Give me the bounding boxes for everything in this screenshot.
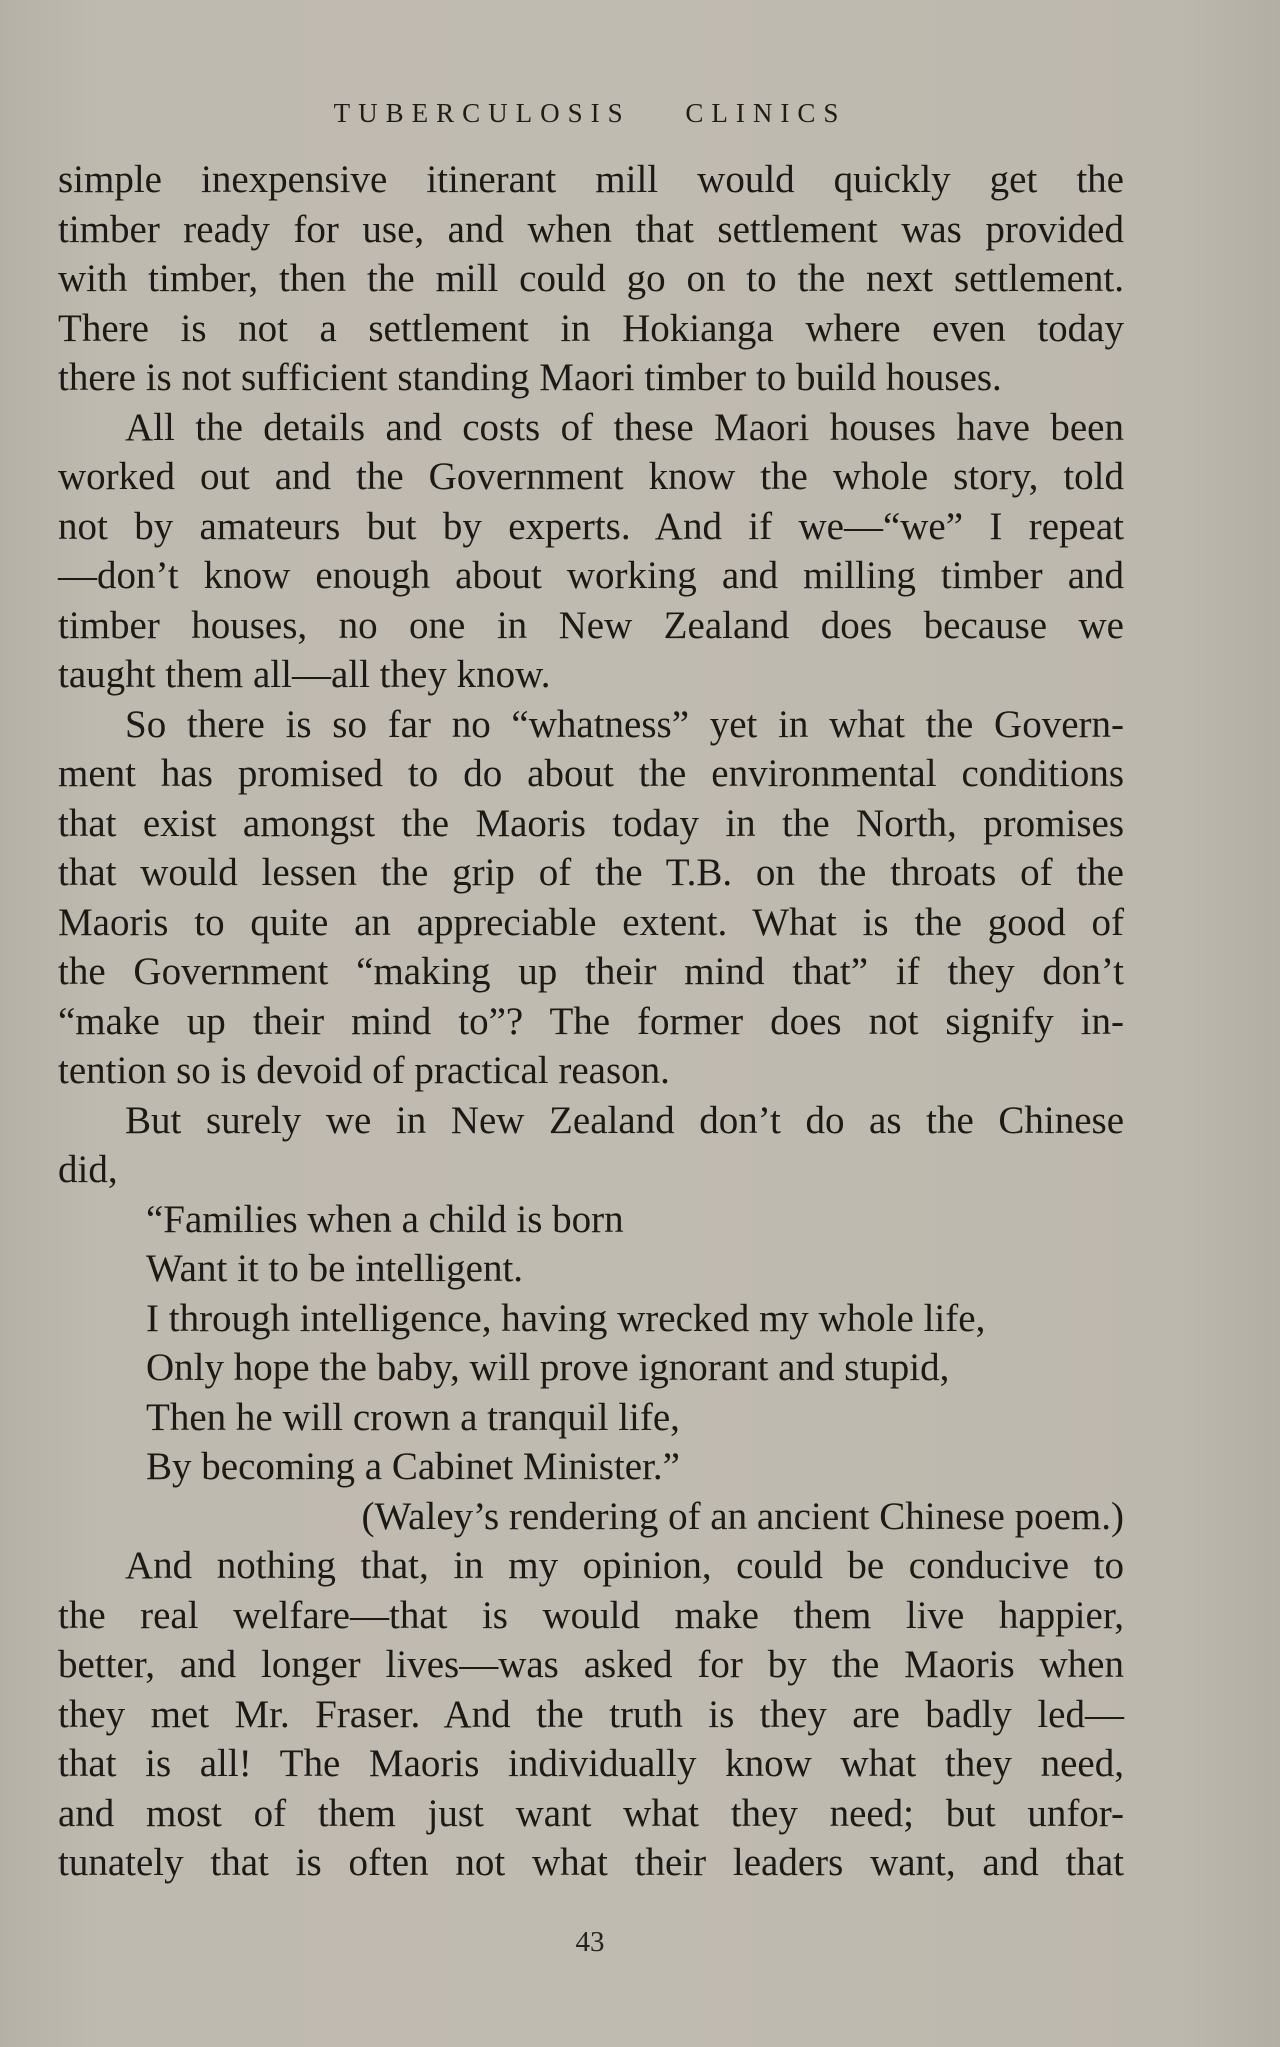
text-line: with timber, then the mill could go on to the next settlement. [58, 257, 1124, 300]
text-line: the Government “making up their mind that” if they don’t [58, 950, 1124, 993]
paragraph-5 [58, 1541, 1124, 1888]
text-line: All the details and costs of these Maori houses have been [125, 405, 1124, 449]
text-line: Maoris to quite an appreciable extent. What is the good of [58, 900, 1124, 944]
text-line: not by amateurs but by experts. And if we—“we” I repeat [58, 504, 1124, 548]
poem-attribution: (Waley’s rendering of an ancient Chinese poem.) [361, 1494, 1124, 1538]
text-line: did, [58, 1148, 118, 1191]
text-line: worked out and the Government know the whole story, told [58, 455, 1124, 498]
poem-line: Want it to be intelligent. [146, 1247, 524, 1290]
text-line: —don’t know enough about working and milling timber and [58, 554, 1124, 597]
text-line: timber houses, no one in New Zealand does because we [58, 603, 1124, 647]
poem-line: I through intelligence, having wrecked my whole life, [146, 1296, 986, 1340]
text-line: simple inexpensive itinerant mill would quickly get the [58, 158, 1124, 201]
text-line: timber ready for use, and when that settlement was provided [58, 207, 1124, 251]
running-head-left: TUBERCULOSIS [333, 98, 631, 128]
poem-line: Then he will crown a tranquil life, [146, 1395, 680, 1439]
text-line: taught them all—all they know. [58, 653, 551, 696]
text-line: tunately that is often not what their leaders want, and that [58, 1841, 1124, 1884]
text-line: that would lessen the grip of the T.B. on the throats of the [58, 851, 1124, 894]
running-head [0, 98, 1180, 129]
text-line: that is all! The Maoris individually know what they need, [58, 1742, 1124, 1785]
page-number: 43 [575, 1926, 605, 1958]
text-line: But surely we in New Zealand don’t do as the Chinese [125, 1098, 1124, 1142]
text-line: There is not a settlement in Hokianga where even today [58, 306, 1124, 350]
text-line: tention so is devoid of practical reason. [58, 1049, 670, 1092]
text-line: ment has promised to do about the environmental conditions [58, 752, 1124, 795]
poem-line: “Families when a child is born [146, 1197, 624, 1241]
body-text [58, 155, 1124, 1888]
poem-quotation [58, 1195, 1124, 1542]
text-line: that exist amongst the Maoris today in the North, promises [58, 801, 1124, 845]
poem-line: By becoming a Cabinet Minister.” [146, 1445, 680, 1488]
paragraph-2 [58, 403, 1124, 700]
text-line: And nothing that, in my opinion, could be conducive to [125, 1544, 1124, 1587]
paragraph-1 [58, 155, 1124, 403]
text-line: the real welfare—that is would make them live happier, [58, 1593, 1124, 1637]
paragraph-4 [58, 1096, 1124, 1195]
text-line: there is not sufficient standing Maori timber to build houses. [58, 356, 1002, 399]
text-line: So there is so far no “whatness” yet in what the Govern- [125, 702, 1124, 746]
text-line: “make up their mind to”? The former does not signify in- [58, 999, 1124, 1043]
poem-line: Only hope the baby, will prove ignorant and stupid, [146, 1346, 950, 1389]
text-line: they met Mr. Fraser. And the truth is they are badly led— [58, 1692, 1124, 1736]
paragraph-3 [58, 700, 1124, 1096]
text-line: and most of them just want what they need; but unfor- [58, 1791, 1124, 1835]
running-head-right: CLINICS [685, 98, 847, 128]
text-line: better, and longer lives—was asked for by the Maoris when [58, 1643, 1124, 1686]
